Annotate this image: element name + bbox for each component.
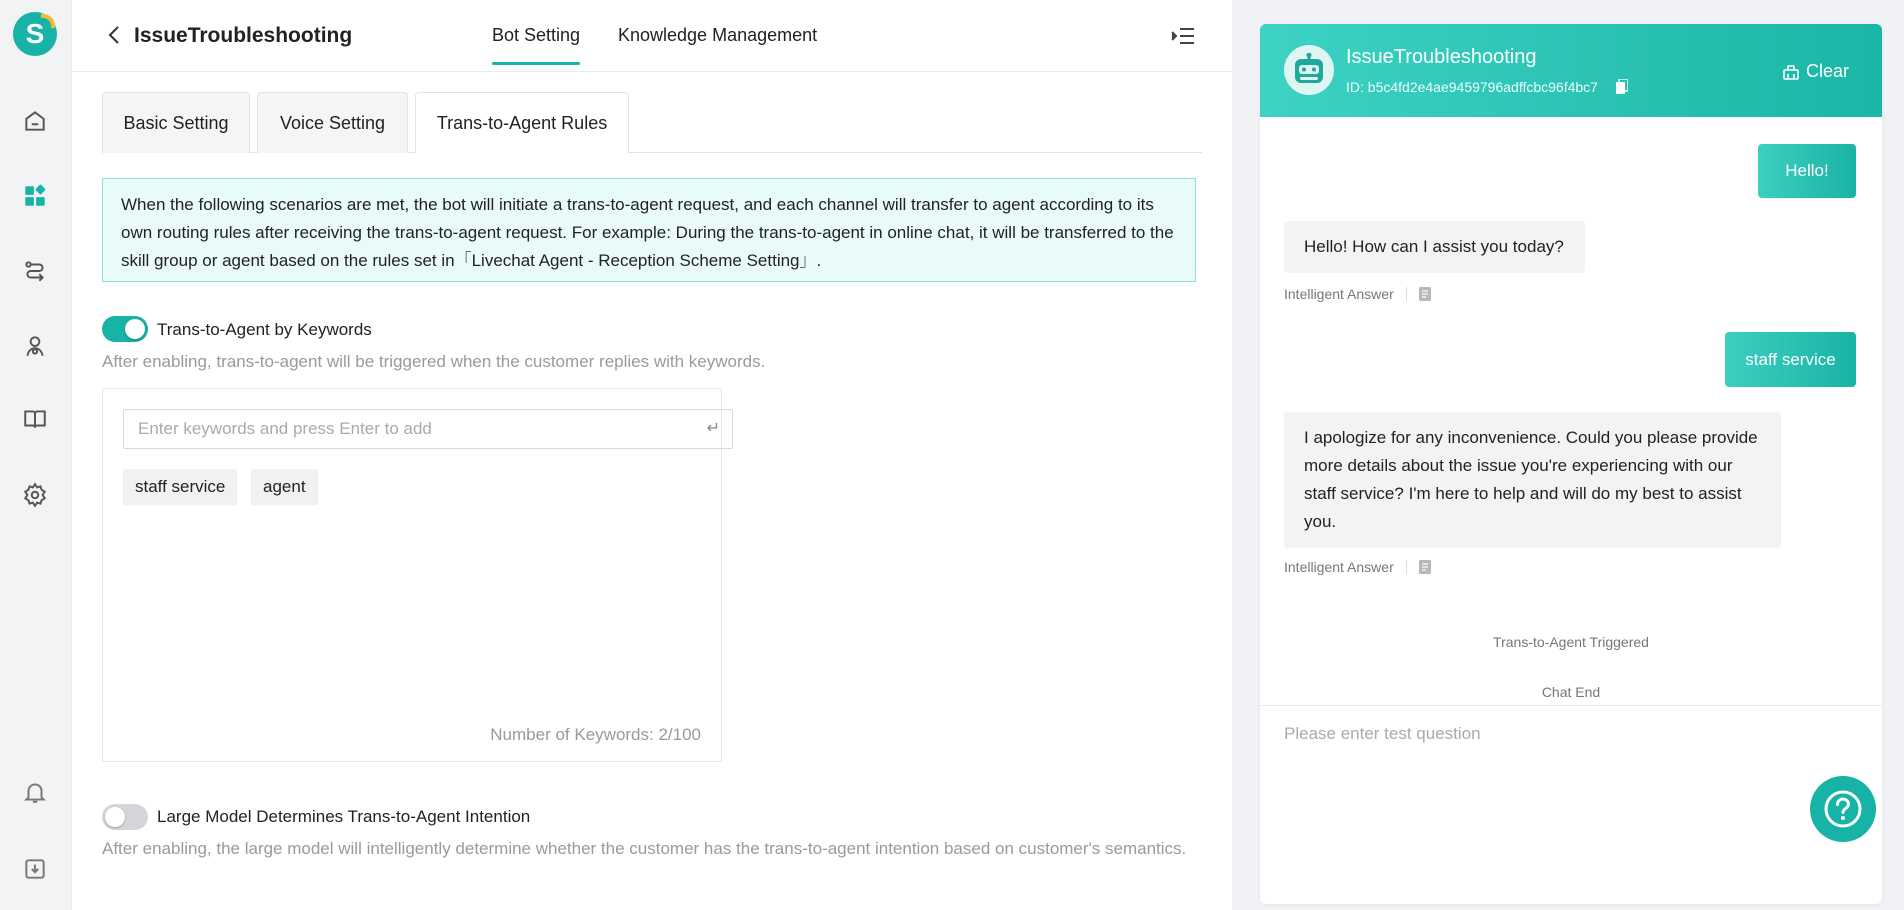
- clear-chat-button[interactable]: [1782, 61, 1849, 82]
- bot-id: ID: b5c4fd2e4ae9459796adffcbc96f4bc7: [1346, 79, 1598, 95]
- subtab-voice-setting[interactable]: Voice Setting: [257, 92, 408, 153]
- subtab-basic-setting[interactable]: Basic Setting: [102, 92, 250, 153]
- tab-knowledge-management[interactable]: Knowledge Management: [618, 25, 818, 45]
- keywords-option-description: After enabling, trans-to-agent will be triggered when the customer replies with keywords.: [102, 352, 766, 371]
- clear-label: Clear: [1806, 61, 1850, 81]
- bot-message: Hello! How can I assist you today?: [1284, 221, 1585, 273]
- home-icon[interactable]: [22, 108, 48, 134]
- app-logo[interactable]: S: [13, 12, 57, 56]
- keyword-tag[interactable]: agent: [251, 469, 318, 505]
- left-nav-rail: [0, 0, 72, 910]
- routing-icon[interactable]: [22, 258, 48, 284]
- system-note-transfer: Trans-to-Agent Triggered: [1493, 634, 1649, 650]
- answer-meta: [1284, 559, 1431, 575]
- sub-tab-bar: [102, 92, 1202, 153]
- subtab-trans-to-agent-rules[interactable]: Trans-to-Agent Rules: [415, 92, 629, 154]
- chat-test-panel: [1260, 24, 1882, 904]
- copy-id-icon[interactable]: [1616, 79, 1628, 94]
- llm-option-description: After enabling, the large model will intelligently determine whether the customer has the trans-to-agent intention based on customer's semantics.: [102, 839, 1187, 858]
- info-notice: When the following scenarios are met, the bot will initiate a trans-to-agent request, and each channel will transfer to agent according to its own routing rules after receiving the trans-to-agent request. For example: During the trans-to-agent in online chat, it will be transferred to the skill group or agent based on the rules set in「Livechat Agent - Reception Scheme Setting」.: [102, 178, 1196, 282]
- user-message: staff service: [1725, 332, 1856, 387]
- tab-bot-setting[interactable]: Bot Setting: [492, 25, 581, 45]
- answer-source-label: Intelligent Answer: [1284, 286, 1394, 302]
- keyword-tag[interactable]: staff service: [123, 469, 237, 505]
- settings-gear-icon[interactable]: [22, 482, 48, 508]
- keyword-input-wrapper: [123, 409, 733, 449]
- user-message: Hello!: [1758, 144, 1856, 198]
- agent-icon[interactable]: [22, 333, 48, 359]
- chat-input-area: [1260, 705, 1882, 904]
- main-panel: [72, 0, 1232, 910]
- keyword-input[interactable]: [124, 410, 684, 448]
- document-icon[interactable]: [1419, 287, 1431, 301]
- help-question-icon: [1823, 789, 1863, 829]
- enter-return-icon: ↵: [706, 420, 720, 437]
- notification-bell-icon[interactable]: [22, 779, 48, 805]
- keywords-toggle[interactable]: [102, 316, 148, 342]
- clear-icon: [1782, 63, 1800, 81]
- bot-name: IssueTroubleshooting: [1346, 46, 1537, 68]
- top-bar: [72, 0, 1232, 72]
- help-button[interactable]: [1810, 776, 1876, 842]
- answer-source-label: Intelligent Answer: [1284, 559, 1394, 575]
- system-note-chat-end: Chat End: [1541, 684, 1601, 700]
- answer-meta: [1284, 286, 1431, 302]
- keyword-count: Number of Keywords: 2/100: [490, 725, 701, 744]
- keywords-panel: [102, 388, 722, 762]
- collapse-menu-icon[interactable]: [1170, 24, 1196, 48]
- test-question-input[interactable]: [1284, 724, 1844, 824]
- chat-header: [1260, 24, 1882, 117]
- document-icon[interactable]: [1419, 560, 1431, 574]
- back-arrow-icon[interactable]: [102, 22, 126, 48]
- dashboard-icon[interactable]: [22, 183, 48, 209]
- bot-message: I apologize for any inconvenience. Could you please provide more details about the issue you're experiencing with our staff service? I'm here to help and will do my best to assist you.: [1284, 412, 1781, 548]
- knowledge-book-icon[interactable]: [22, 406, 48, 432]
- page-title: IssueTroubleshooting: [134, 24, 353, 47]
- bot-avatar-icon: [1284, 45, 1334, 95]
- llm-option-label: Large Model Determines Trans-to-Agent Intention: [157, 807, 531, 826]
- download-icon[interactable]: [22, 856, 48, 882]
- llm-intention-toggle[interactable]: [102, 804, 148, 830]
- keywords-option-label: Trans-to-Agent by Keywords: [157, 320, 372, 339]
